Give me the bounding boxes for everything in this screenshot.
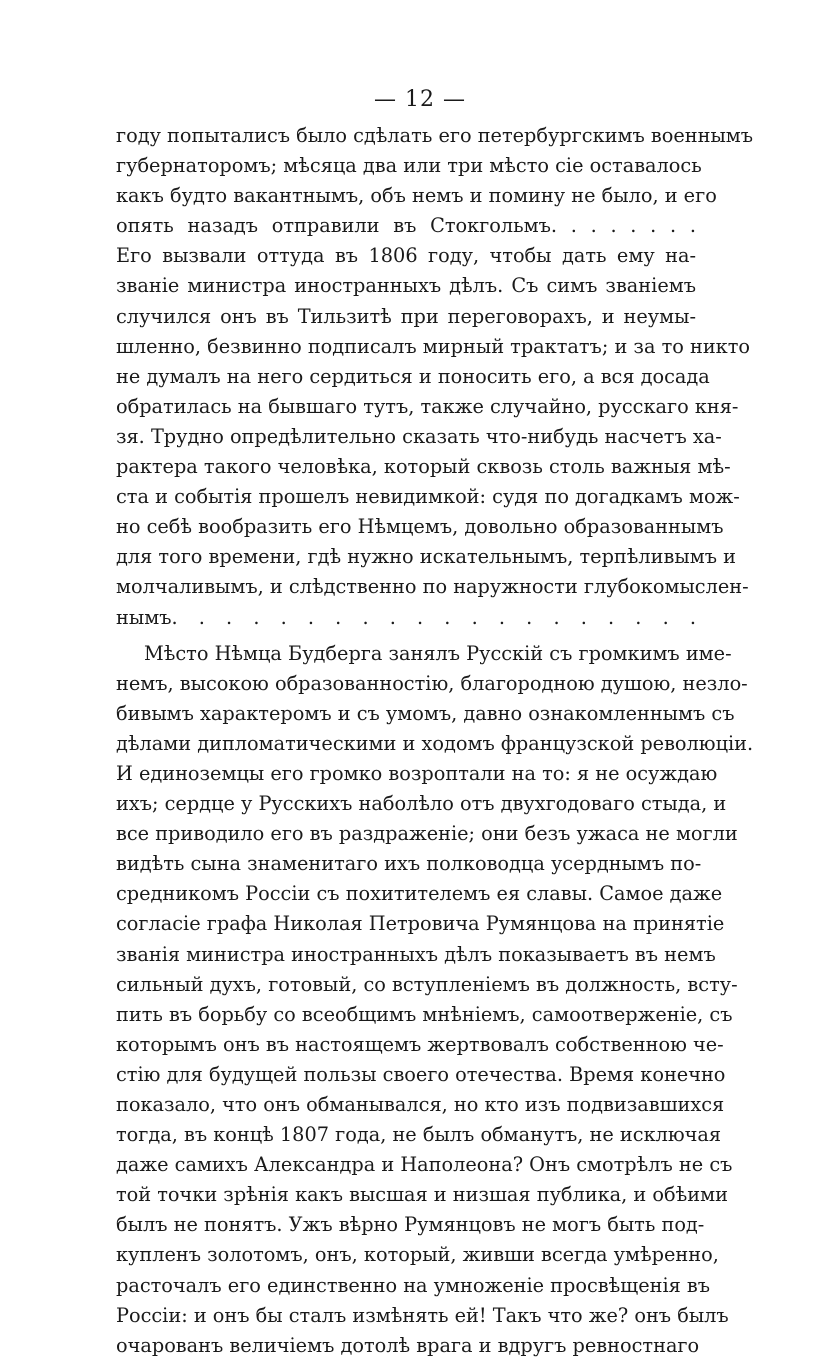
- text-line: зя. Трудно опредѣлительно сказать что-нибудь насчетъ ха-: [116, 424, 722, 448]
- text-line: И единоземцы его громко возроптали на то: я не осуждаю: [116, 761, 718, 785]
- text-line: расточалъ его единственно на умноженіе просвѣщенія въ: [116, 1273, 711, 1297]
- text-line: былъ не понятъ. Ужъ вѣрно Румянцовъ не могъ быть под-: [116, 1213, 705, 1237]
- paragraph-1: [116, 121, 754, 633]
- text-line: Россіи: и онъ бы сталъ измѣнять ей! Такъ что же? онъ былъ: [116, 1303, 729, 1327]
- text-line: Мѣсто Нѣмца Будберга занялъ Русскій съ громкимъ име-: [144, 641, 732, 665]
- text-line: которымъ онъ въ настоящемъ жертвовалъ собственною че-: [116, 1032, 724, 1056]
- text-line: какъ будто вакантнымъ, объ немъ и помину не было, и его: [116, 184, 717, 208]
- text-line: пить въ борьбу со всеобщимъ мнѣніемъ, самоотверженіе, съ: [116, 1002, 733, 1026]
- text-line: даже самихъ Александра и Наполеона? Онъ смотрѣлъ не съ: [116, 1153, 733, 1177]
- text-line: нымъ. . . . . . . . . . . . . . . . . . . .: [116, 605, 696, 629]
- text-line: званіе министра иностранныхъ дѣлъ. Съ симъ званіемъ: [116, 274, 696, 298]
- paragraph-2: [116, 639, 754, 1361]
- text-line: званія министра иностранныхъ дѣлъ показываетъ въ немъ: [116, 942, 716, 966]
- text-line: все приводило его въ раздраженіе; они безъ ужаса не могли: [116, 822, 738, 846]
- text-line: очарованъ величіемъ дотолѣ врага и вдругъ ревностнаго: [116, 1333, 700, 1357]
- text-line: Его вызвали оттуда въ 1806 году, чтобы дать ему на-: [116, 244, 696, 268]
- text-line: году попыталисъ было сдѣлать его петербургскимъ военнымъ: [116, 124, 754, 147]
- text-line: той точки зрѣнія какъ высшая и низшая публика, и обѣими: [116, 1183, 728, 1207]
- text-line: опять назадъ отправили въ Стокгольмъ. . . . . . . .: [116, 214, 696, 238]
- text-line: дѣлами дипломатическими и ходомъ французской революціи.: [116, 731, 754, 755]
- text-line: видѣть сына знаменитаго ихъ полководца усерднымъ по-: [116, 852, 702, 876]
- body-text: [116, 121, 754, 1361]
- text-line: согласіе графа Николая Петровича Румянцова на принятіе: [116, 912, 725, 936]
- text-line: бивымъ характеромъ и съ умомъ, давно ознакомленнымъ съ: [116, 701, 735, 725]
- text-line: стію для будущей пользы своего отечества. Время конечно: [116, 1062, 726, 1086]
- text-line: немъ, высокою образованностію, благородною душою, незло-: [116, 671, 748, 695]
- page-number: — 12 —: [374, 87, 466, 112]
- text-line: губернаторомъ; мѣсяца два или три мѣсто сіе оставалось: [116, 154, 702, 178]
- text-line: купленъ золотомъ, онъ, который, живши всегда умѣренно,: [116, 1243, 719, 1267]
- text-line: ихъ; сердце у Русскихъ наболѣло отъ двухгодоваго стыда, и: [116, 792, 727, 816]
- text-line: не думалъ на него сердиться и поносить его, а вся досада: [116, 364, 710, 388]
- text-line: случился онъ въ Тильзитѣ при переговорахъ, и неумы-: [116, 304, 696, 328]
- text-line: шленно, безвинно подписалъ мирный трактатъ; и за то никто: [116, 334, 751, 358]
- text-line: рактера такого человѣка, который сквозь столь важныя мѣ-: [116, 455, 731, 479]
- text-line: но себѣ вообразить его Нѣмцемъ, довольно образованнымъ: [116, 515, 724, 539]
- text-line: тогда, въ концѣ 1807 года, не былъ обманутъ, не исключая: [116, 1123, 722, 1147]
- text-line: сильный духъ, готовый, со вступленіемъ въ должность, всту-: [116, 972, 738, 996]
- text-line: ста и событія прошелъ невидимкой: судя по догадкамъ мож-: [116, 485, 740, 509]
- text-line: молчаливымъ, и слѣдственно по наружности глубокомыслен-: [116, 575, 749, 599]
- text-line: средникомъ Россіи съ похитителемъ ея славы. Самое даже: [116, 882, 723, 906]
- text-line: для того времени, гдѣ нужно искательнымъ, терпѣливымъ и: [116, 545, 736, 569]
- text-line: обратилась на бывшаго тутъ, также случайно, русскаго кня-: [116, 394, 739, 418]
- text-line: показало, что онъ обманывался, но кто изъ подвизавшихся: [116, 1093, 725, 1116]
